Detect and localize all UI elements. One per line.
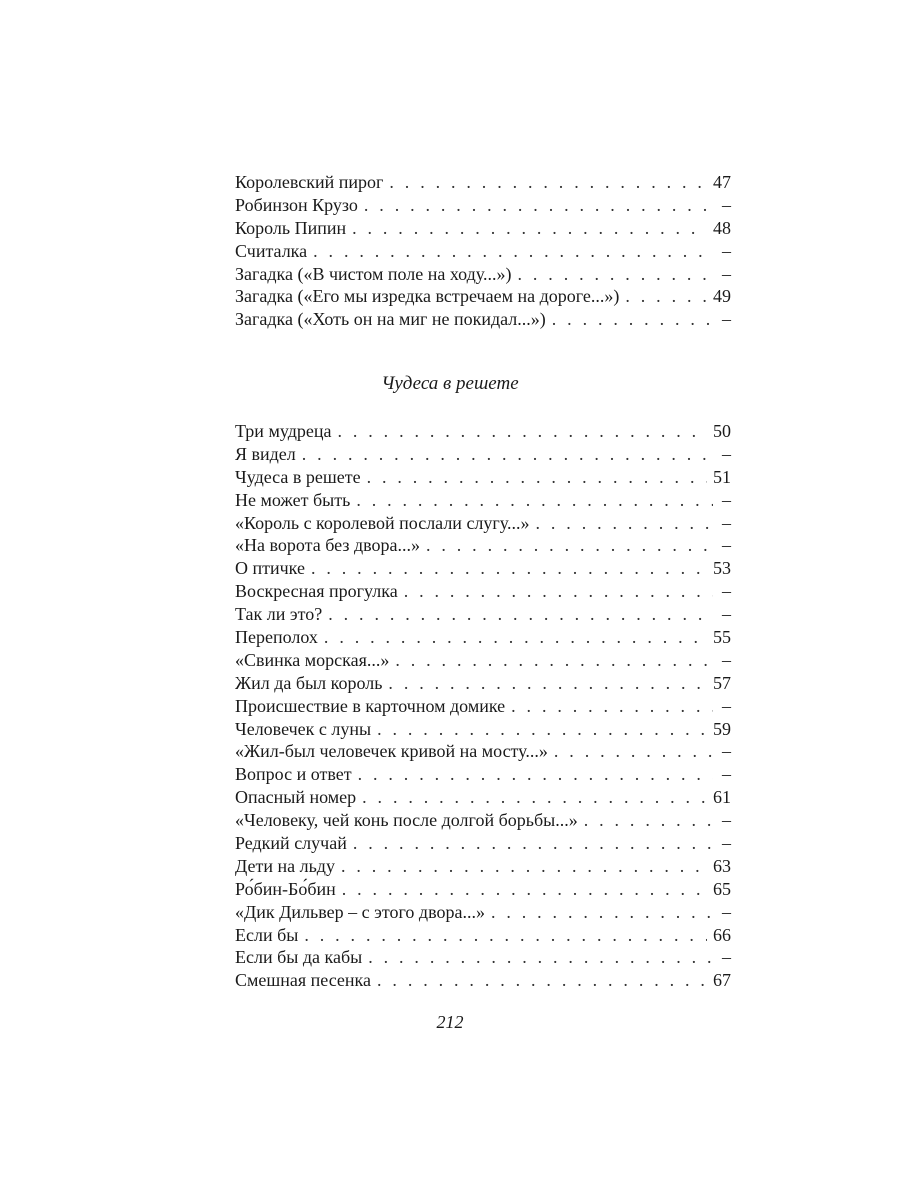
toc-entry-page: – xyxy=(722,309,731,330)
dot-leader xyxy=(313,240,713,263)
dot-leader xyxy=(518,263,714,286)
page-number: 212 xyxy=(436,1012,464,1032)
toc-entry-page: 66 xyxy=(713,924,731,945)
dot-leader xyxy=(311,557,707,580)
toc-entry-page: 61 xyxy=(713,787,731,808)
dot-leader xyxy=(491,901,713,924)
toc-entry-title: Загадка («В чистом поле на ходу...») xyxy=(235,263,512,284)
toc-entry-page: 51 xyxy=(713,466,731,487)
toc-entry-title: Робинзон Крузо xyxy=(235,194,358,215)
toc-entry-title: Происшествие в карточном домике xyxy=(235,695,506,716)
toc-entry-title: Загадка («Хоть он на миг не покидал...») xyxy=(235,309,546,330)
toc-entry-title: Я видел xyxy=(235,443,296,464)
toc-entry-page: – xyxy=(722,489,731,510)
dot-leader xyxy=(304,924,707,947)
toc-entry xyxy=(235,420,731,443)
dot-leader xyxy=(426,534,713,557)
toc-entry-page: – xyxy=(722,833,731,854)
toc-entry xyxy=(235,308,731,331)
toc-entry xyxy=(235,240,731,263)
toc-entry-title: Жил да был король xyxy=(235,672,383,693)
dot-leader xyxy=(353,832,713,855)
toc-entry-page: 65 xyxy=(713,878,731,899)
toc-entry xyxy=(235,557,731,580)
toc-entry-title: «Король с королевой послали слугу...» xyxy=(235,512,530,533)
toc-entry xyxy=(235,443,731,466)
dot-leader xyxy=(337,420,707,443)
toc-entry xyxy=(235,832,731,855)
dot-leader xyxy=(554,740,713,763)
toc-entry xyxy=(235,718,731,741)
dot-leader xyxy=(368,946,713,969)
toc-entry-title: «Жил-был человечек кривой на мосту...» xyxy=(235,741,548,762)
toc-entry xyxy=(235,786,731,809)
toc-entry-title: Если бы xyxy=(235,924,299,945)
toc-entry-page: – xyxy=(722,764,731,785)
toc-entry-page: – xyxy=(722,512,731,533)
toc-entry-page: – xyxy=(722,535,731,556)
toc-entry-page: 49 xyxy=(713,286,731,307)
toc-entry-title: Король Пипин xyxy=(235,217,347,238)
toc-entry-title: Считалка xyxy=(235,240,308,261)
toc-entry xyxy=(235,489,731,512)
toc-entry-title: Чудеса в решете xyxy=(235,466,361,487)
toc-entry xyxy=(235,649,731,672)
toc-list-part2 xyxy=(235,420,731,992)
toc-entry xyxy=(235,285,731,308)
toc-entry xyxy=(235,512,731,535)
toc-entry-page: – xyxy=(722,581,731,602)
dot-leader xyxy=(352,217,707,240)
toc-entry-page: 63 xyxy=(713,855,731,876)
toc-entry-page: 48 xyxy=(713,217,731,238)
toc-entry xyxy=(235,626,731,649)
toc-entry-title: «Свинка морская...» xyxy=(235,649,390,670)
toc-entry-title: Переполох xyxy=(235,627,318,648)
dot-leader xyxy=(625,285,707,308)
toc-entry-page: 57 xyxy=(713,672,731,693)
dot-leader xyxy=(364,194,713,217)
dot-leader xyxy=(511,695,713,718)
toc-entry-page: 59 xyxy=(713,718,731,739)
toc-entry-page: 67 xyxy=(713,970,731,991)
toc-entry xyxy=(235,580,731,603)
toc-entry-title: Опасный номер xyxy=(235,787,357,808)
toc-entry-title: Дети на льду xyxy=(235,855,335,876)
dot-leader xyxy=(342,878,707,901)
toc-list-part1 xyxy=(235,171,731,331)
toc-entry-title: «На ворота без двора...» xyxy=(235,535,420,556)
toc-entry-page: 47 xyxy=(713,172,731,192)
toc-entry xyxy=(235,171,731,194)
toc-entry xyxy=(235,946,731,969)
toc-entry-title: Если бы да кабы xyxy=(235,947,363,968)
dot-leader xyxy=(356,489,713,512)
toc-entry-page: – xyxy=(722,240,731,261)
toc-entry xyxy=(235,217,731,240)
toc-entry-page: 55 xyxy=(713,627,731,648)
dot-leader xyxy=(341,855,707,878)
toc-entry-page: 50 xyxy=(713,421,731,441)
toc-entry xyxy=(235,695,731,718)
dot-leader xyxy=(404,580,713,603)
toc-entry-page: – xyxy=(722,194,731,215)
toc-entry-title: Королевский пирог xyxy=(235,172,384,192)
toc-entry-page: – xyxy=(722,741,731,762)
dot-leader xyxy=(552,308,713,331)
dot-leader xyxy=(324,626,707,649)
toc-entry-title: Редкий случай xyxy=(235,833,347,854)
section-heading: Чудеса в решете xyxy=(381,373,519,394)
toc-entry-title: Загадка («Его мы изредка встречаем на дороге...») xyxy=(235,286,620,307)
toc-entry xyxy=(235,901,731,924)
toc-entry-page: – xyxy=(722,810,731,831)
toc-entry xyxy=(235,763,731,786)
toc-entry-title: Так ли это? xyxy=(235,604,323,625)
dot-leader xyxy=(362,786,707,809)
toc-entry xyxy=(235,969,731,992)
toc-entry-page: – xyxy=(722,604,731,625)
toc-entry xyxy=(235,878,731,901)
dot-leader xyxy=(584,809,713,832)
dot-leader xyxy=(389,171,707,194)
dot-leader xyxy=(302,443,713,466)
toc-entry xyxy=(235,534,731,557)
dot-leader xyxy=(377,718,707,741)
toc-entry-title: Смешная песенка xyxy=(235,970,372,991)
toc-entry-page: – xyxy=(722,695,731,716)
toc-entry xyxy=(235,194,731,217)
toc-entry-page: – xyxy=(722,649,731,670)
toc-entry-title: «Дик Дильвер – с этого двора...» xyxy=(235,901,485,922)
dot-leader xyxy=(395,649,713,672)
toc-entry-page: – xyxy=(722,263,731,284)
toc-entry-title: «Человеку, чей конь после долгой борьбы...» xyxy=(235,810,578,831)
dot-leader xyxy=(536,512,714,535)
dot-leader xyxy=(328,603,713,626)
toc-entry-title: Три мудреца xyxy=(235,421,332,441)
toc-entry xyxy=(235,809,731,832)
toc-entry-title: Человечек с луны xyxy=(235,718,372,739)
dot-leader xyxy=(358,763,713,786)
dot-leader xyxy=(388,672,707,695)
toc-entry xyxy=(235,924,731,947)
toc-entry-title: О птичке xyxy=(235,558,305,579)
toc-entry xyxy=(235,603,731,626)
toc-entry xyxy=(235,466,731,489)
toc-entry-title: Воскресная прогулка xyxy=(235,581,398,602)
toc-entry-page: – xyxy=(722,443,731,464)
toc-entry-title: Не может быть xyxy=(235,489,351,510)
toc-entry-page: 53 xyxy=(713,558,731,579)
toc-entry-title: Вопрос и ответ xyxy=(235,764,352,785)
toc-entry xyxy=(235,740,731,763)
toc-entry-title: Ро́бин-Бо́бин xyxy=(235,878,336,899)
toc-entry xyxy=(235,263,731,286)
toc-entry-page: – xyxy=(722,901,731,922)
toc-entry xyxy=(235,672,731,695)
dot-leader xyxy=(367,466,707,489)
toc-entry-page: – xyxy=(722,947,731,968)
dot-leader xyxy=(377,969,707,992)
toc-entry xyxy=(235,855,731,878)
